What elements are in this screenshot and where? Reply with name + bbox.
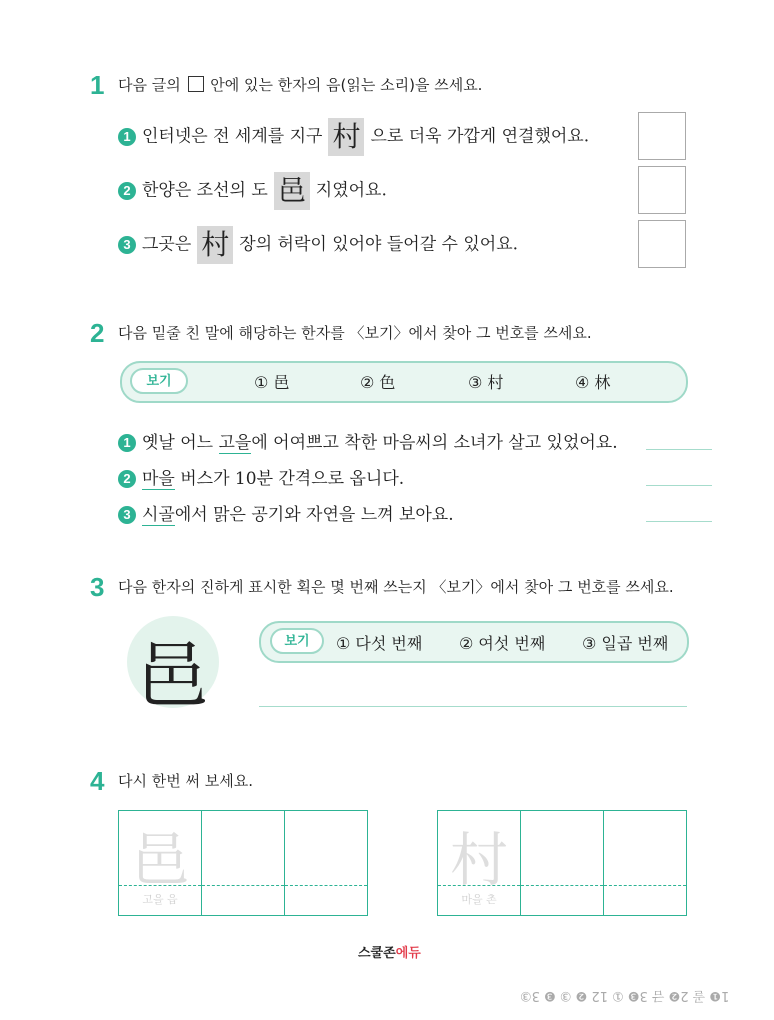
dashed-divider [521,885,603,886]
bogi-label-q3: 보기 [270,628,324,654]
q1-item-3 [118,226,518,264]
question-1-text [118,74,482,95]
q1-item-3-hanja: 村 [197,226,233,264]
publisher-logo [358,942,421,961]
underlined-word: 시골 [142,505,175,525]
answer-line-2[interactable] [646,485,712,486]
question-1-text-before: 다음 글의 [118,76,181,94]
stroke-hanja: 邑 [136,634,209,718]
question-4-number: 4 [90,766,105,796]
item-badge: 1 [118,128,136,146]
item-badge: 2 [118,182,136,200]
dashed-divider [202,885,284,886]
question-2-number: 2 [90,318,105,348]
bogi-label-q2: 보기 [130,368,188,394]
q1-item-2-hanja: 邑 [274,172,310,210]
dashed-divider [438,885,520,886]
writing-grid-2 [437,810,687,916]
q2-item-1 [118,428,618,453]
bogi-option-1: ① 邑 [254,373,290,392]
q2-item-2-after: 버스가 10분 간격으로 옵니다. [174,469,405,489]
logo-text-1: 스쿨존 [358,945,396,960]
question-1-number: 1 [90,70,105,100]
item-badge: 2 [118,470,136,488]
answer-line-3[interactable] [646,521,712,522]
q1-item-2 [118,172,387,210]
question-4-text: 다시 한번 써 보세요. [118,772,253,790]
answer-line-1[interactable] [646,449,712,450]
trace-hanja: 村 [449,826,508,894]
dashed-divider [285,885,367,886]
dashed-divider [604,885,686,886]
writing-cell-trace[interactable] [119,811,202,915]
q1-item-1-before: 인터넷은 전 세계를 지구 [142,126,323,147]
writing-cell[interactable] [521,811,604,915]
writing-cell-trace[interactable] [438,811,521,915]
q2-item-1-after: 에 어여쁘고 착한 마음씨의 소녀가 살고 있었어요. [251,433,618,453]
bogi-option-2: ② 여섯 번째 [459,634,546,653]
q1-item-1 [118,118,589,156]
bogi-option-3: ③ 村 [468,373,504,392]
q1-item-2-after: 지였어요. [315,180,387,201]
writing-cell[interactable] [202,811,285,915]
q2-item-3 [118,500,454,525]
question-3-text: 다음 한자의 진하게 표시한 획은 몇 번째 쓰는지 〈보기〉에서 찾아 그 번호를 쓰세요. [118,578,674,596]
answer-box-3[interactable] [638,220,686,268]
square-box-icon [188,76,204,92]
answer-box-2[interactable] [638,166,686,214]
item-badge: 1 [118,434,136,452]
dashed-divider [119,885,201,886]
bogi-option-4: ④ 林 [575,373,611,392]
underlined-word: 고을 [218,433,252,453]
trace-caption: 고을 읍 [142,893,178,906]
q1-item-2-before: 한양은 조선의 도 [142,180,268,201]
item-badge: 3 [118,506,136,524]
trace-hanja: 邑 [130,826,189,894]
q1-item-3-before: 그곳은 [142,234,192,255]
q1-item-3-after: 장의 허락이 있어야 들어갈 수 있어요. [239,234,519,255]
q2-item-1-before: 옛날 어느 [142,433,219,453]
writing-grid-1 [118,810,368,916]
bogi-option-3: ③ 일곱 번째 [582,634,669,653]
question-2-text: 다음 밑줄 친 말에 해당하는 한자를 〈보기〉에서 찾아 그 번호를 쓰세요. [118,324,592,342]
q2-item-3-after: 에서 맑은 공기와 자연을 느껴 보아요. [174,505,454,525]
answer-line-q3[interactable] [259,706,687,707]
q1-item-1-after: 으로 더욱 가깝게 연결했어요. [370,126,590,147]
bogi-option-2: ② 色 [360,373,396,392]
q2-item-2 [118,464,404,489]
item-badge: 3 [118,236,136,254]
question-3-number: 3 [90,572,105,602]
trace-caption: 마을 촌 [461,893,497,906]
bogi-option-1: ① 다섯 번째 [336,634,423,653]
writing-cell[interactable] [285,811,367,915]
underlined-word: 마을 [142,469,175,489]
answer-box-1[interactable] [638,112,686,160]
q1-item-1-hanja: 村 [328,118,364,156]
answer-footer: 1❶ 골 2❷ 금 3❸ ① 12 ❷ ③ ❸ 3③ [520,988,730,1003]
writing-cell[interactable] [604,811,686,915]
logo-text-2: 에듀 [395,945,421,960]
question-1-text-after: 안에 있는 한자의 음(읽는 소리)을 쓰세요. [210,76,483,94]
